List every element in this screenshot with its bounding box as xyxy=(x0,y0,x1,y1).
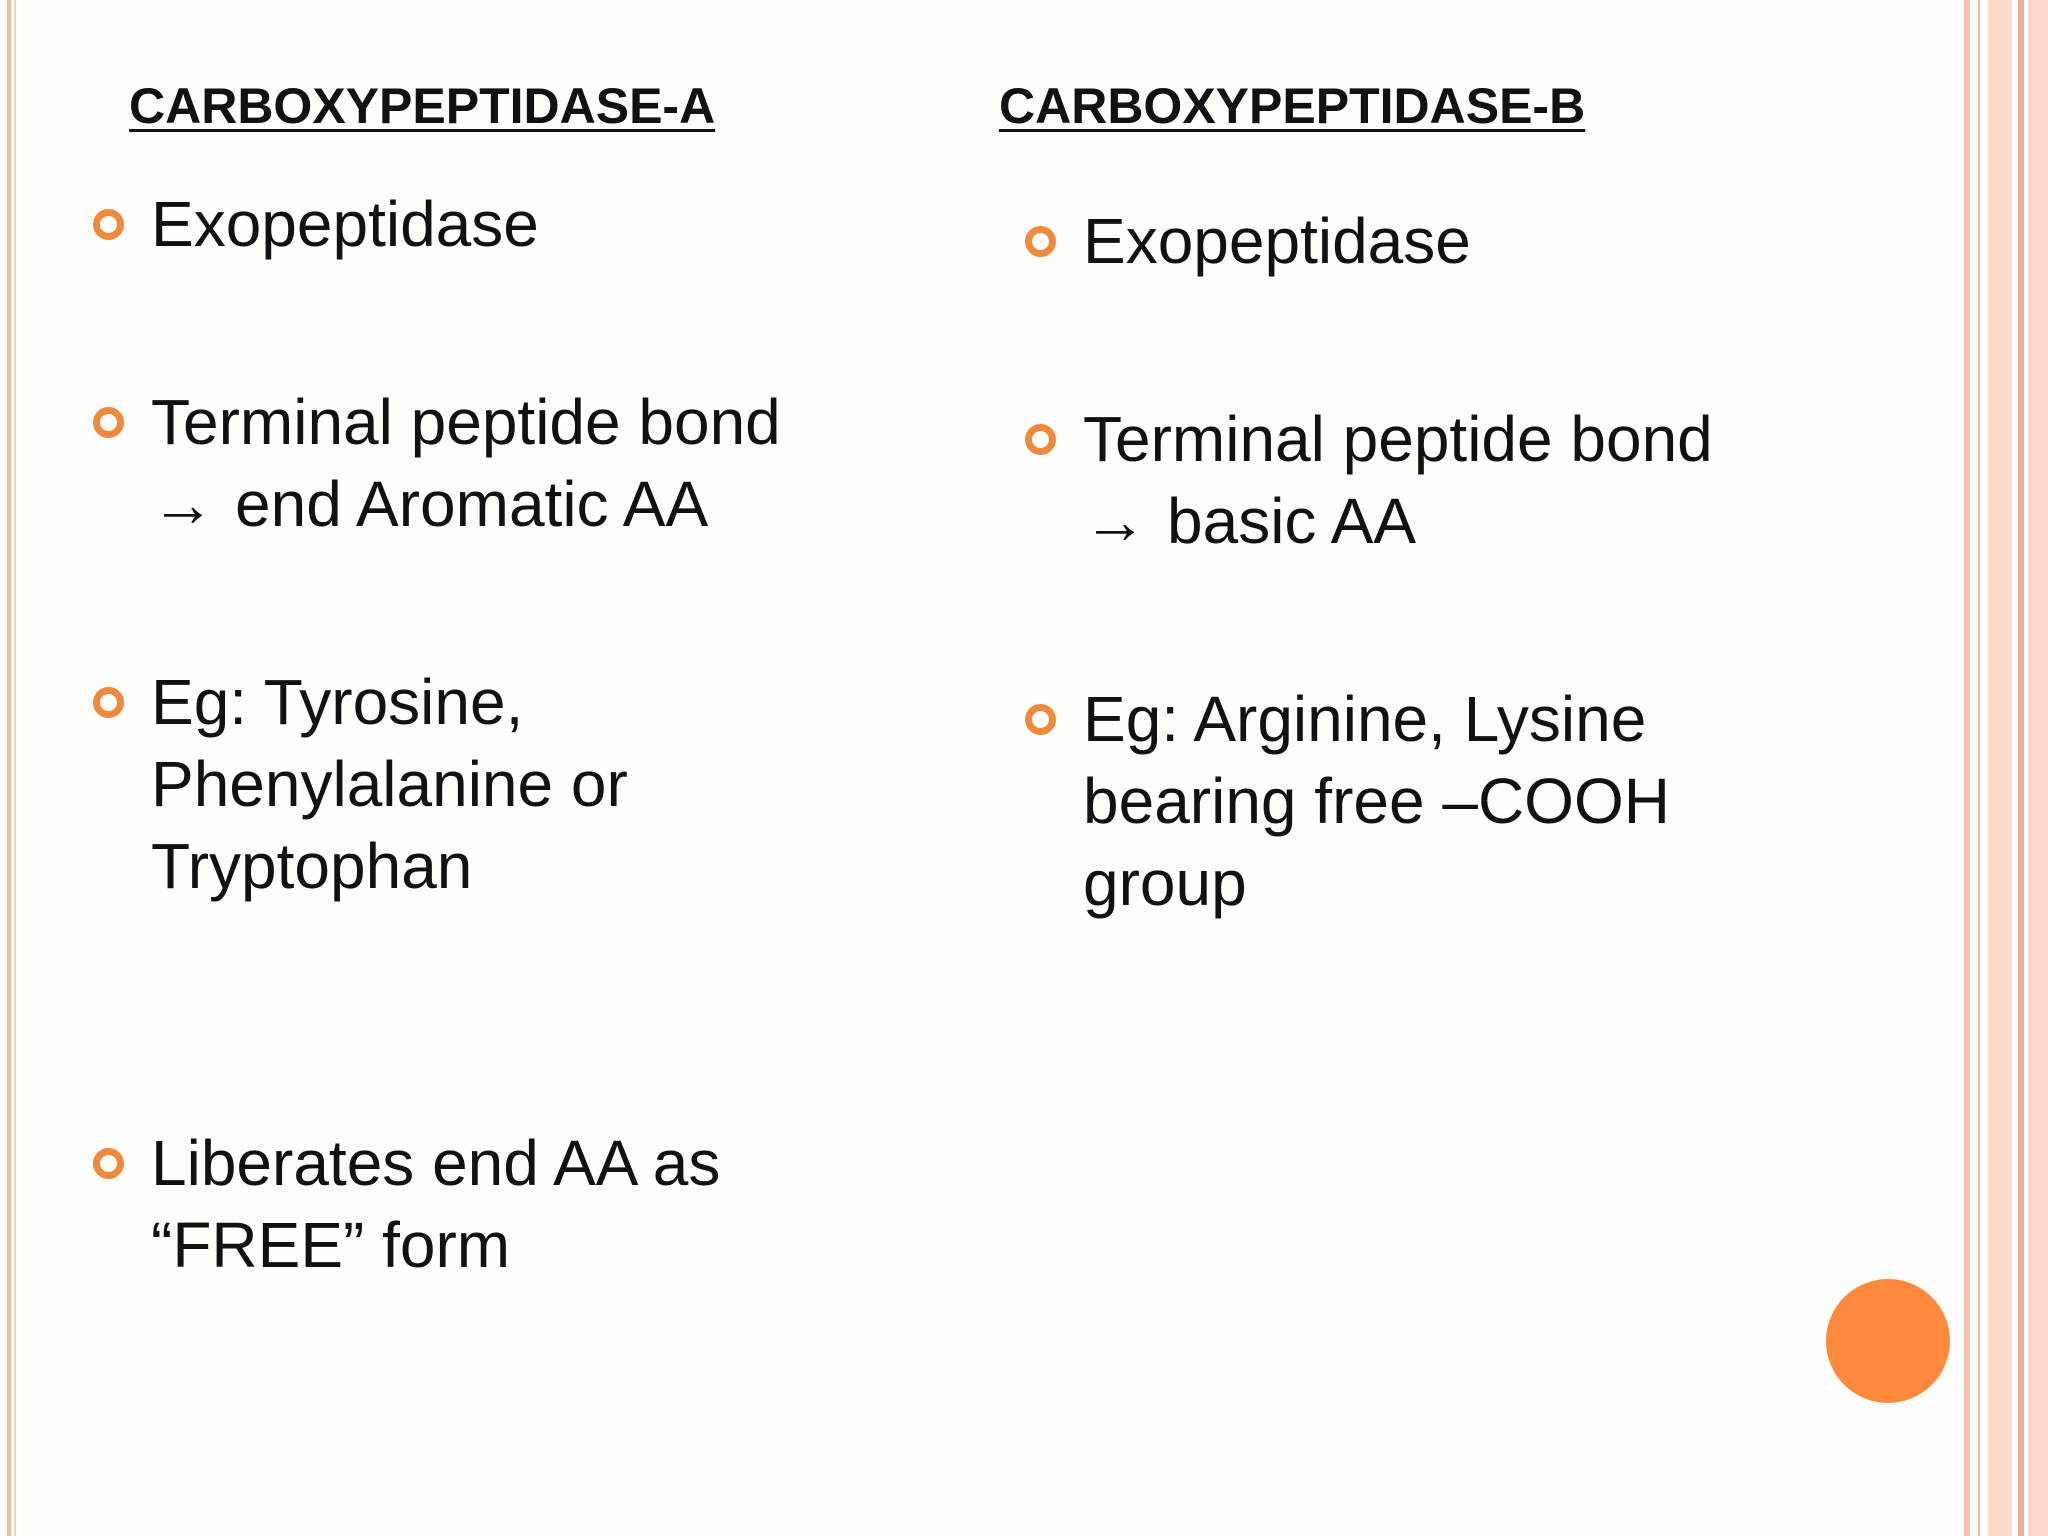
border-stripe xyxy=(1988,0,2012,1536)
bullet-item xyxy=(151,183,911,265)
orange-circle-icon xyxy=(1826,1279,1950,1403)
bullet-item xyxy=(1083,678,1843,924)
hollow-circle-bullet-icon xyxy=(93,1148,124,1179)
bullet-item xyxy=(151,1122,911,1286)
hollow-circle-bullet-icon xyxy=(1025,424,1056,455)
border-stripe xyxy=(1978,0,1980,1536)
bullet-text-line xyxy=(151,463,911,545)
bullet-text: Eg: Tyrosine, xyxy=(151,666,524,738)
right-decorative-border xyxy=(1956,0,2048,1536)
bullet-text: Phenylalanine or xyxy=(151,748,628,820)
bullet-item xyxy=(1083,200,1843,282)
border-stripe xyxy=(14,0,16,1536)
bullet-text: Exopeptidase xyxy=(151,188,539,260)
bullet-item xyxy=(151,661,911,907)
bullet-text: Eg: Arginine, Lysine xyxy=(1083,683,1647,755)
column-a-heading: CARBOXYPEPTIDASE-A xyxy=(129,78,716,134)
border-stripe xyxy=(2018,0,2024,1536)
bullet-text-line xyxy=(1083,480,1843,562)
hollow-circle-bullet-icon xyxy=(93,407,124,438)
arrow-right-icon: → xyxy=(1083,485,1147,557)
bullet-text: Exopeptidase xyxy=(1083,205,1471,277)
hollow-circle-bullet-icon xyxy=(1025,704,1056,735)
left-decorative-border xyxy=(0,0,22,1536)
bullet-item xyxy=(151,381,911,545)
bullet-text: bearing free –COOH xyxy=(1083,765,1670,837)
hollow-circle-bullet-icon xyxy=(93,687,124,718)
bullet-item xyxy=(1083,398,1843,562)
border-stripe xyxy=(7,0,11,1536)
column-b-heading: CARBOXYPEPTIDASE-B xyxy=(999,78,1586,134)
bullet-text: Terminal peptide bond xyxy=(1083,403,1713,475)
bullet-text: end Aromatic AA xyxy=(235,468,709,540)
hollow-circle-bullet-icon xyxy=(93,209,124,240)
bullet-text: basic AA xyxy=(1167,485,1417,557)
bullet-text: “FREE” form xyxy=(151,1209,511,1281)
bullet-text: Liberates end AA as xyxy=(151,1127,721,1199)
hollow-circle-bullet-icon xyxy=(1025,226,1056,257)
border-stripe xyxy=(2028,0,2048,1536)
arrow-right-icon: → xyxy=(151,468,215,540)
bullet-text: Terminal peptide bond xyxy=(151,386,781,458)
border-stripe xyxy=(1964,0,1970,1536)
bullet-text: Tryptophan xyxy=(151,830,473,902)
bullet-text: group xyxy=(1083,847,1247,919)
